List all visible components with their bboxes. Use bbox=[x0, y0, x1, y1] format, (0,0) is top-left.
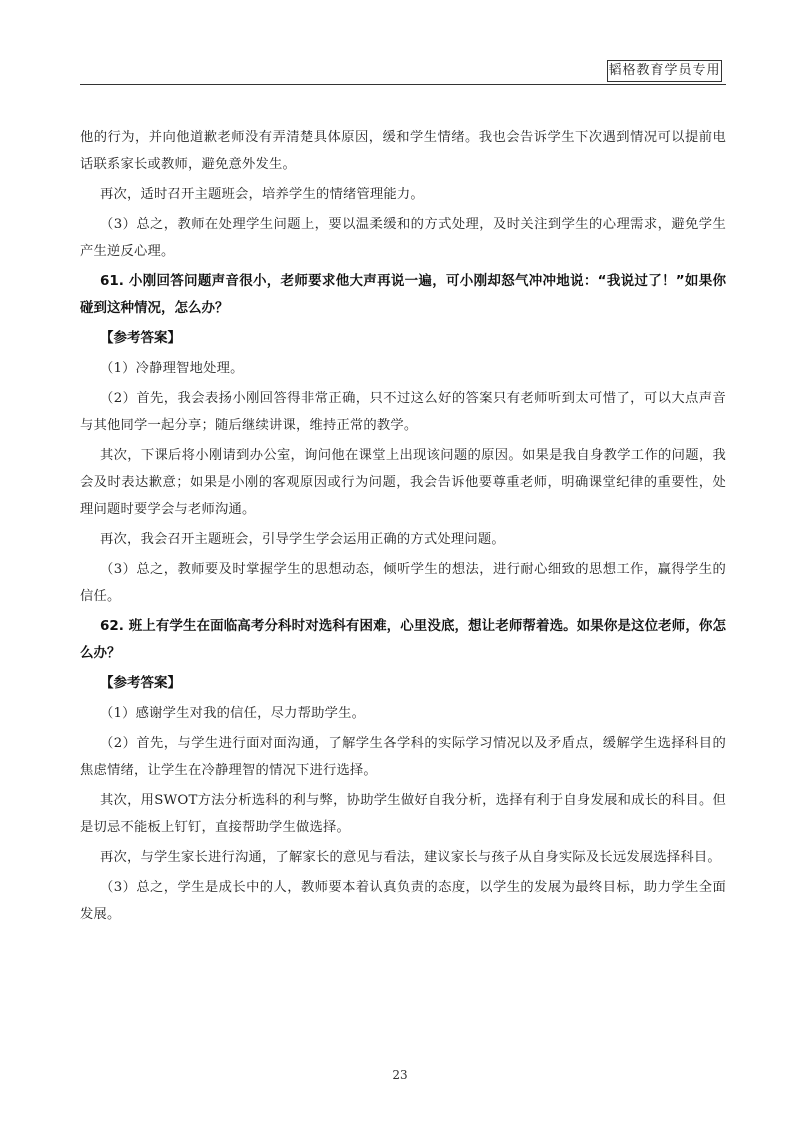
page-number: 23 bbox=[392, 1068, 408, 1082]
answer-62-paragraph: （3）总之，学生是成长中的人，教师要本着认真负责的态度，以学生的发展为最终目标，助力学生全面发展。 bbox=[80, 880, 726, 922]
continuation-paragraph: 再次，适时召开主题班会，培养学生的情绪管理能力。 bbox=[100, 187, 424, 202]
continuation-paragraph: （3）总之，教师在处理学生问题上，要以温柔缓和的方式处理，及时关注到学生的心理需求，避免学生产生逆反心理。 bbox=[80, 217, 726, 259]
header-label: 韬格教育学员专用 bbox=[607, 60, 722, 82]
question-62: 62. 班上有学生在面临高考分科时对选科有困难，心里没底，想让老师帮着选。如果你是这位老师，你怎么办？ bbox=[80, 618, 726, 661]
answer-61-paragraph: （3）总之，教师要及时掌握学生的思想动态，倾听学生的想法，进行耐心细致的思想工作，赢得学生的信任。 bbox=[80, 562, 726, 604]
answer-label-61: 【参考答案】 bbox=[100, 330, 181, 346]
continuation-paragraph: 他的行为，并向他道歉老师没有弄清楚具体原因，缓和学生情绪。我也会告诉学生下次遇到情况可以提前电话联系家长或教师，避免意外发生。 bbox=[80, 130, 726, 172]
answer-61-paragraph: 其次，下课后将小刚请到办公室，询问他在课堂上出现该问题的原因。如果是我自身教学工作的问题，我会及时表达歉意；如果是小刚的客观原因或行为问题，我会告诉他要尊重老师，明确课堂纪律的重要性，处理问题时要学会与老师沟通。 bbox=[80, 448, 726, 517]
header-divider bbox=[80, 84, 726, 85]
answer-62-paragraph: （1）感谢学生对我的信任，尽力帮助学生。 bbox=[100, 706, 366, 721]
answer-61-paragraph: （2）首先，我会表扬小刚回答得非常正确，只不过这么好的答案只有老师听到太可惜了，可以大点声音与其他同学一起分享；随后继续讲课，维持正常的教学。 bbox=[80, 391, 726, 433]
answer-label-62: 【参考答案】 bbox=[100, 675, 181, 691]
answer-62-paragraph: 其次，用SWOT方法分析选科的利与弊，协助学生做好自我分析，选择有利于自身发展和成长的科目。但是切忌不能板上钉钉，直接帮助学生做选择。 bbox=[80, 793, 726, 835]
answer-62-paragraph: （2）首先，与学生进行面对面沟通，了解学生各学科的实际学习情况以及矛盾点，缓解学生选择科目的焦虑情绪，让学生在冷静理智的情况下进行选择。 bbox=[80, 736, 726, 778]
question-61: 61. 小刚回答问题声音很小，老师要求他大声再说一遍，可小刚却怒气冲冲地说：“我说过了！”如果你碰到这种情况，怎么办？ bbox=[80, 273, 726, 316]
answer-61-paragraph: 再次，我会召开主题班会，引导学生学会运用正确的方式处理问题。 bbox=[100, 532, 505, 547]
document-body bbox=[80, 124, 726, 931]
answer-62-paragraph: 再次，与学生家长进行沟通，了解家长的意见与看法，建议家长与孩子从自身实际及长远发展选择科目。 bbox=[100, 850, 721, 865]
answer-61-paragraph: （1）冷静理智地处理。 bbox=[100, 361, 244, 376]
